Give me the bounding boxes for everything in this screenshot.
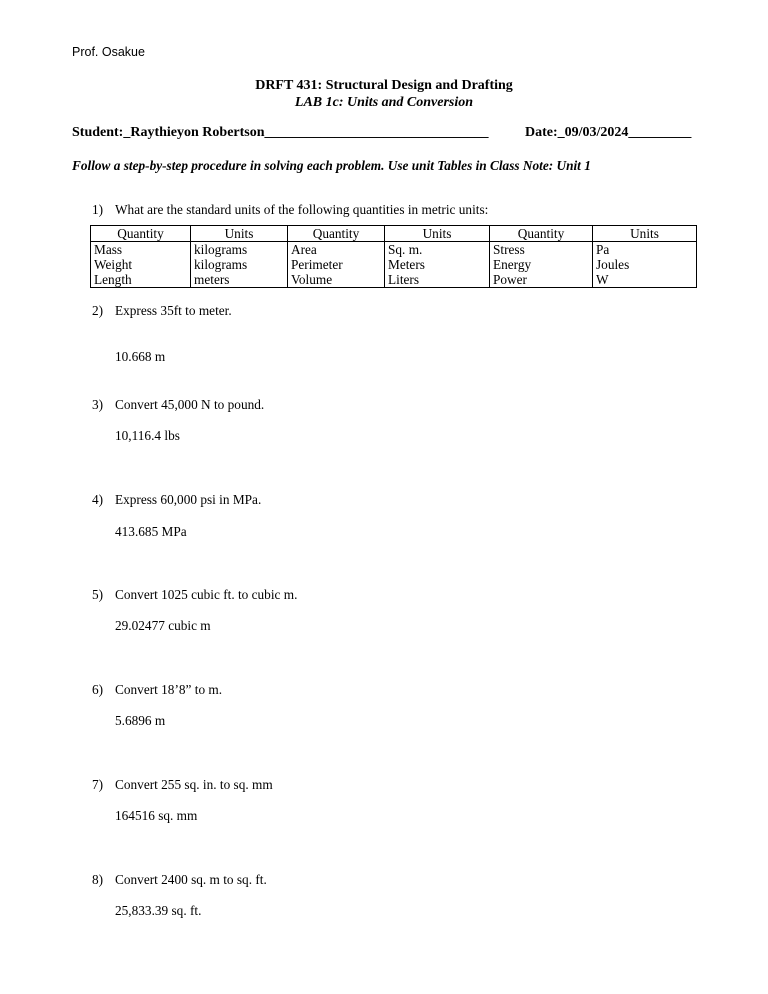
table-cell: Pa [593, 242, 697, 258]
column-header: Units [191, 226, 288, 242]
question-number: 7) [92, 777, 104, 792]
question-number: 2) [92, 303, 104, 318]
table-cell: Sq. m. [385, 242, 490, 258]
question-text: Convert 2400 sq. m to sq. ft. [115, 872, 267, 887]
table-cell: kilograms [191, 242, 288, 258]
answer-2: 10.668 m [115, 349, 166, 364]
table-cell: Energy [490, 257, 593, 272]
answer-7: 164516 sq. mm [115, 808, 198, 823]
question-5 [92, 587, 297, 603]
question-3 [92, 397, 264, 413]
table-row [91, 242, 697, 258]
question-text: What are the standard units of the following quantities in metric units: [115, 202, 489, 217]
table-cell: Length [91, 272, 191, 288]
table-cell: Liters [385, 272, 490, 288]
table-cell: Power [490, 272, 593, 288]
question-number: 3) [92, 397, 104, 412]
answer-6: 5.6896 m [115, 713, 166, 728]
table-cell: Meters [385, 257, 490, 272]
table-row [91, 257, 697, 272]
table-cell: Weight [91, 257, 191, 272]
date-line: Date:_09/03/2024_________ [525, 125, 692, 140]
question-number: 4) [92, 492, 104, 507]
question-number: 6) [92, 682, 104, 697]
answer-8: 25,833.39 sq. ft. [115, 903, 202, 918]
table-cell: meters [191, 272, 288, 288]
question-text: Express 35ft to meter. [115, 303, 232, 318]
column-header: Units [593, 226, 697, 242]
column-header: Quantity [91, 226, 191, 242]
table-row [91, 272, 697, 288]
question-number: 1) [92, 202, 104, 217]
table-cell: Volume [288, 272, 385, 288]
question-6 [92, 682, 222, 698]
question-number: 8) [92, 872, 104, 887]
question-text: Convert 1025 cubic ft. to cubic m. [115, 587, 298, 602]
table-cell: W [593, 272, 697, 288]
answer-4: 413.685 MPa [115, 524, 187, 539]
units-table [90, 225, 697, 288]
table-cell: Mass [91, 242, 191, 258]
question-4 [92, 492, 261, 508]
column-header: Quantity [490, 226, 593, 242]
question-number: 5) [92, 587, 104, 602]
document-subtitle: LAB 1c: Units and Conversion [294, 95, 474, 110]
question-7 [92, 777, 273, 793]
author-header: Prof. Osakue [72, 45, 145, 59]
answer-3: 10,116.4 lbs [115, 428, 180, 443]
table-cell: Area [288, 242, 385, 258]
question-text: Express 60,000 psi in MPa. [115, 492, 262, 507]
student-name-line: Student:_Raythieyon Robertson________________________________ [72, 125, 489, 140]
table-cell: Perimeter [288, 257, 385, 272]
table-cell: kilograms [191, 257, 288, 272]
column-header: Units [385, 226, 490, 242]
instructions: Follow a step-by-step procedure in solving each problem. Use unit Tables in Class Note: Unit 1 [72, 158, 591, 173]
question-8 [92, 872, 267, 888]
answer-5: 29.02477 cubic m [115, 618, 211, 633]
table-cell: Joules [593, 257, 697, 272]
question-2 [92, 303, 232, 319]
question-text: Convert 255 sq. in. to sq. mm [115, 777, 273, 792]
column-header: Quantity [288, 226, 385, 242]
table-cell: Stress [490, 242, 593, 258]
question-text: Convert 45,000 N to pound. [115, 397, 265, 412]
document-title: DRFT 431: Structural Design and Drafting [255, 78, 513, 93]
question-text: Convert 18’8” to m. [115, 682, 223, 697]
table-header-row [91, 226, 697, 242]
question-1 [92, 202, 488, 218]
